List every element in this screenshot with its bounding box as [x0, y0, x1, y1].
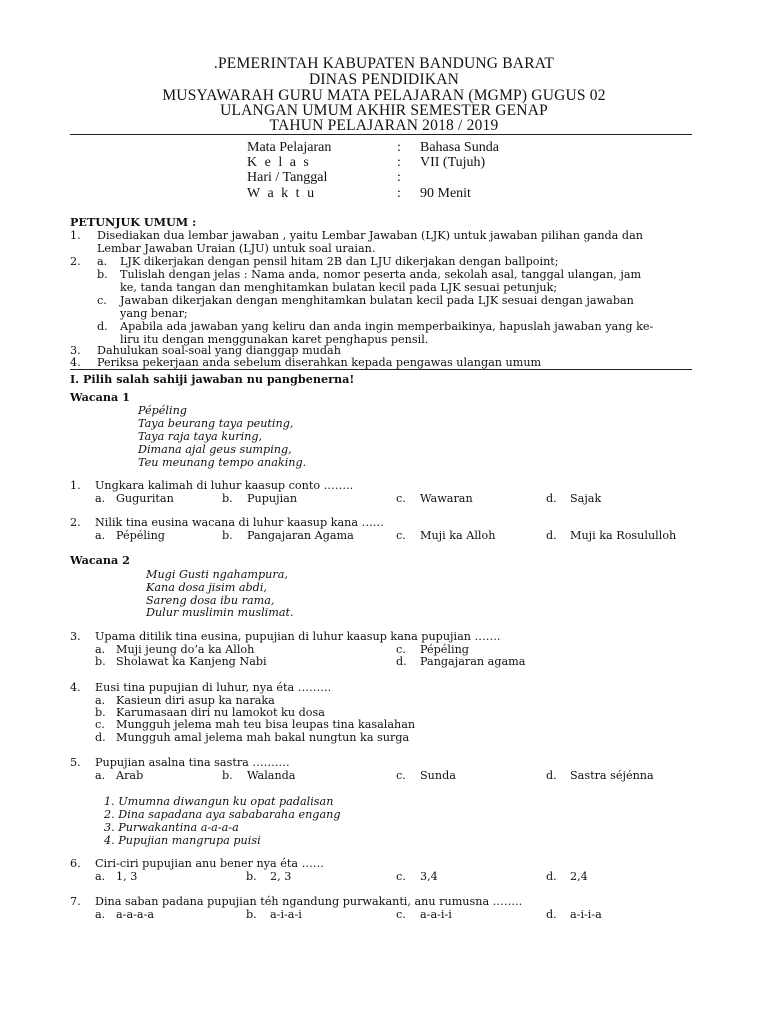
list-number: 1. [70, 229, 81, 242]
option-letter[interactable]: a. [95, 492, 106, 505]
header-line-2: DINAS PENDIDIKAN [308, 71, 459, 88]
statement-item: 2. Dina sapadana aya sababaraha engang [104, 808, 341, 821]
option-text[interactable]: Sastra séjénna [570, 769, 654, 782]
question-text: Pupujian asalna tina sastra ………. [95, 756, 290, 769]
wacana-title: Wacana 1 [70, 390, 130, 404]
question-number: 4. [70, 681, 81, 694]
instruction-text: ke, tanda tangan dan menghitamkan bulatan kecil pada LJK sesuai petunjuk; [120, 281, 558, 294]
question-number: 7. [70, 895, 81, 908]
option-text[interactable]: a-i-i-a [570, 908, 602, 921]
poem-line: Kana dosa jisim abdi, [146, 581, 267, 594]
header-line-1: .PEMERINTAH KABUPATEN BANDUNG BARAT [213, 55, 555, 72]
poem-line: Taya raja taya kuring, [138, 430, 263, 443]
option-letter[interactable]: c. [396, 908, 406, 921]
option-text[interactable]: 2,4 [570, 870, 588, 883]
list-letter: c. [97, 294, 107, 307]
instruction-text: Jawaban dikerjakan dengan menghitamkan bulatan kecil pada LJK sesuai dengan jawaban [120, 294, 634, 307]
instruction-text: Periksa pekerjaan anda sebelum diserahkan kepada pengawas ulangan umum [97, 356, 542, 369]
list-number: 2. [70, 255, 81, 268]
question-number: 6. [70, 857, 81, 870]
option-letter[interactable]: a. [95, 908, 106, 921]
section-divider [70, 369, 692, 370]
option-letter[interactable]: b. [246, 908, 257, 921]
option-text[interactable]: Muji ka Rosululloh [570, 529, 677, 542]
header-line-5: TAHUN PELAJARAN 2018 / 2019 [269, 117, 499, 134]
option-letter[interactable]: c. [396, 492, 406, 505]
option-text[interactable]: a-a-i-i [420, 908, 452, 921]
option-letter[interactable]: b. [246, 870, 257, 883]
option-letter[interactable]: b. [222, 769, 233, 782]
option-text[interactable]: Karumasaan diri nu lamokot ku dosa [116, 706, 325, 719]
instruction-text: Apabila ada jawaban yang keliru dan anda ingin memperbaikinya, hapuslah jawaban yang ke- [120, 320, 654, 333]
option-text[interactable]: Arab [116, 769, 144, 782]
option-text[interactable]: Sajak [570, 492, 602, 505]
question-text: Ciri-ciri pupujian anu bener nya éta …… [95, 857, 324, 870]
question-number: 2. [70, 516, 81, 529]
question-number: 1. [70, 479, 81, 492]
list-number: 3. [70, 344, 81, 357]
option-text[interactable]: Wawaran [420, 492, 473, 505]
info-label: W a k t u [247, 186, 317, 201]
option-text[interactable]: a-i-a-i [270, 908, 302, 921]
list-number: 4. [70, 356, 81, 369]
info-colon: : [397, 186, 401, 201]
statement-item: 4. Pupujian mangrupa puisi [104, 834, 261, 847]
poem-line: Dimana ajal geus sumping, [138, 443, 292, 456]
option-text[interactable]: Pépéling [116, 529, 165, 542]
option-text[interactable]: Guguritan [116, 492, 174, 505]
question-number: 3. [70, 630, 81, 643]
question-text: Dina saban padana pupujian téh ngandung purwakanti, anu rumusna …….. [95, 895, 523, 908]
option-letter[interactable]: a. [95, 769, 106, 782]
option-letter[interactable]: d. [546, 870, 557, 883]
poem-line: Mugi Gusti ngahampura, [146, 568, 288, 581]
option-letter[interactable]: d. [396, 655, 407, 668]
option-letter[interactable]: b. [222, 529, 233, 542]
instruction-text: Dahulukan soal-soal yang dianggap mudah [97, 344, 341, 357]
instruction-text: Disediakan dua lembar jawaban , yaitu Lembar Jawaban (LJK) untuk jawaban pilihan ganda dan [97, 229, 643, 242]
info-label: Hari / Tanggal [247, 170, 328, 185]
option-text[interactable]: Pangajaran agama [420, 655, 526, 668]
statement-item: 3. Purwakantina a-a-a-a [104, 821, 239, 834]
option-text[interactable]: Walanda [247, 769, 296, 782]
option-text[interactable]: Kasieun diri asup ka naraka [116, 694, 275, 707]
instruction-text: Lembar Jawaban Uraian (LJU) untuk soal uraian. [97, 242, 376, 255]
option-text[interactable]: 3,4 [420, 870, 438, 883]
petunjuk-title: PETUNJUK UMUM : [70, 215, 197, 229]
option-text[interactable]: Muji jeung do’a ka Alloh [116, 643, 255, 656]
question-number: 5. [70, 756, 81, 769]
option-letter[interactable]: a. [95, 694, 106, 707]
info-colon: : [397, 170, 401, 185]
poem-line: Teu meunang tempo anaking. [138, 456, 307, 469]
option-letter[interactable]: b. [95, 655, 106, 668]
option-letter[interactable]: a. [95, 870, 106, 883]
option-letter[interactable]: d. [546, 908, 557, 921]
option-text[interactable]: Muji ka Alloh [420, 529, 496, 542]
instruction-text: LJK dikerjakan dengan pensil hitam 2B dan LJU dikerjakan dengan ballpoint; [120, 255, 559, 268]
list-letter: a. [97, 255, 108, 268]
option-text[interactable]: Mungguh jelema mah teu bisa leupas tina kasalahan [116, 718, 416, 731]
option-letter[interactable]: c. [396, 529, 406, 542]
option-text[interactable]: 2, 3 [270, 870, 292, 883]
list-letter: d. [97, 320, 108, 333]
option-letter[interactable]: d. [546, 769, 557, 782]
option-letter[interactable]: d. [95, 731, 106, 744]
info-value: Bahasa Sunda [420, 140, 499, 155]
poem-line: Dulur muslimin muslimat. [146, 606, 294, 619]
option-letter[interactable]: b. [95, 706, 106, 719]
instruction-text: Tulislah dengan jelas : Nama anda, nomor peserta anda, sekolah asal, tanggal ulangan, jam [120, 268, 642, 281]
poem-line: Pépéling [138, 404, 187, 417]
info-value: VII (Tujuh) [420, 155, 486, 170]
question-text: Upama ditilik tina eusina, pupujian di luhur kaasup kana pupujian ……. [95, 630, 501, 643]
header-line-3: MUSYAWARAH GURU MATA PELAJARAN (MGMP) GUGUS 02 [162, 87, 606, 104]
option-text[interactable]: 1, 3 [116, 870, 138, 883]
list-letter: b. [97, 268, 108, 281]
option-letter[interactable]: d. [546, 492, 557, 505]
option-letter[interactable]: c. [396, 769, 406, 782]
info-colon: : [397, 140, 401, 155]
option-letter[interactable]: d. [546, 529, 557, 542]
option-text[interactable]: Pépéling [420, 643, 469, 656]
option-text[interactable]: Pangajaran Agama [247, 529, 354, 542]
option-text[interactable]: Sholawat ka Kanjeng Nabi [116, 655, 267, 668]
option-text[interactable]: Mungguh amal jelema mah bakal nungtun ka surga [116, 731, 410, 744]
option-text[interactable]: Pupujian [247, 492, 298, 505]
info-label: K e l a s [247, 155, 311, 170]
info-label: Mata Pelajaran [247, 140, 332, 155]
option-letter[interactable]: b. [222, 492, 233, 505]
section-title: I. Pilih salah sahiji jawaban nu pangbenerna! [70, 372, 355, 386]
option-text[interactable]: a-a-a-a [116, 908, 155, 921]
question-text: Ungkara kalimah di luhur kaasup conto …….. [95, 479, 354, 492]
instruction-text: liru itu dengan menggunakan karet penghapus pensil. [120, 333, 429, 346]
header-divider [70, 134, 692, 135]
question-text: Eusi tina pupujian di luhur, nya éta ……… [95, 681, 332, 694]
header-line-4: ULANGAN UMUM AKHIR SEMESTER GENAP [220, 102, 548, 119]
instruction-text: yang benar; [120, 307, 188, 320]
poem-line: Sareng dosa ibu rama, [146, 594, 275, 607]
option-letter[interactable]: c. [95, 718, 105, 731]
statement-item: 1. Umumna diwangun ku opat padalisan [104, 795, 334, 808]
option-letter[interactable]: c. [396, 643, 406, 656]
info-colon: : [397, 155, 401, 170]
option-letter[interactable]: a. [95, 529, 106, 542]
option-text[interactable]: Sunda [420, 769, 456, 782]
option-letter[interactable]: c. [396, 870, 406, 883]
option-letter[interactable]: a. [95, 643, 106, 656]
wacana-title: Wacana 2 [70, 553, 130, 567]
poem-line: Taya beurang taya peuting, [138, 417, 294, 430]
question-text: Nilik tina eusina wacana di luhur kaasup kana …… [95, 516, 384, 529]
info-value: 90 Menit [420, 186, 471, 201]
